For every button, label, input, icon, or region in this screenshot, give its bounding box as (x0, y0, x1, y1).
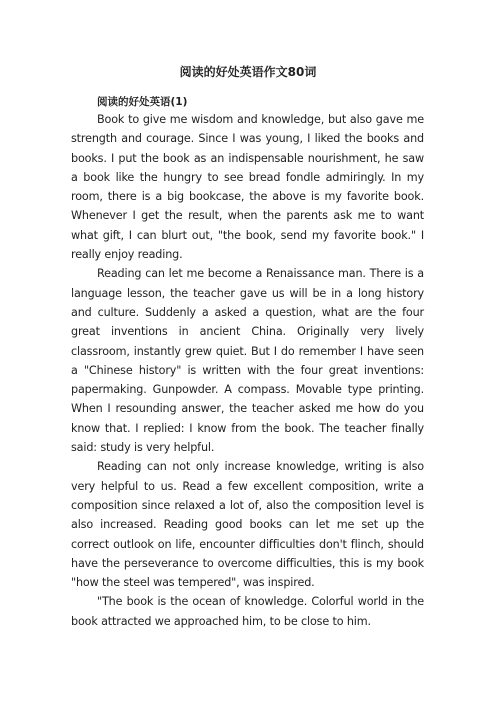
paragraph-3: Reading can not only increase knowledge, writing is also very helpful to us. Read a few excellent composition, write a composition since relaxed a lot of, also the composition level is also increased. Reading good books can let me set up the correct outlook on life, encounter difficulties don't flinch, should have the perseverance to overcome difficulties, this is my book "how the steel was tempered", was inspired. (71, 460, 424, 590)
document-body (71, 94, 424, 631)
paragraph-1: Book to give me wisdom and knowledge, but also gave me strength and courage. Since I was young, I liked the books and books. I put the book as an indispensable nourishment, he saw a book like the hungry to see bread fondle admiringly. In my room, there is a big bookcase, the above is my favorite book. Whenever I get the result, when the parents ask me to want what gift, I can blurt out, "the book, send my favorite book." I really enjoy reading. (71, 113, 424, 262)
document-title: 阅读的好处英语作文80词 (179, 65, 317, 79)
paragraph-2: Reading can let me become a Renaissance man. There is a language lesson, the teacher gave us will be in a long history and culture. Suddenly a asked a question, what are the four great inventions in ancient China. Originally very lively classroom, instantly grew quiet. But I do remember I have seen a "Chinese history" is written with the four great inventions: papermaking. Gunpowder. A compass. Movable type printing. When I resounding answer, the teacher asked me how do you know that. I replied: I know from the book. The teacher finally said: study is very helpful. (71, 267, 424, 455)
paragraph-4: "The book is the ocean of knowledge. Colorful world in the book attracted we approached him, to be close to him. (71, 595, 424, 628)
section-heading: 阅读的好处英语(1) (97, 96, 188, 108)
